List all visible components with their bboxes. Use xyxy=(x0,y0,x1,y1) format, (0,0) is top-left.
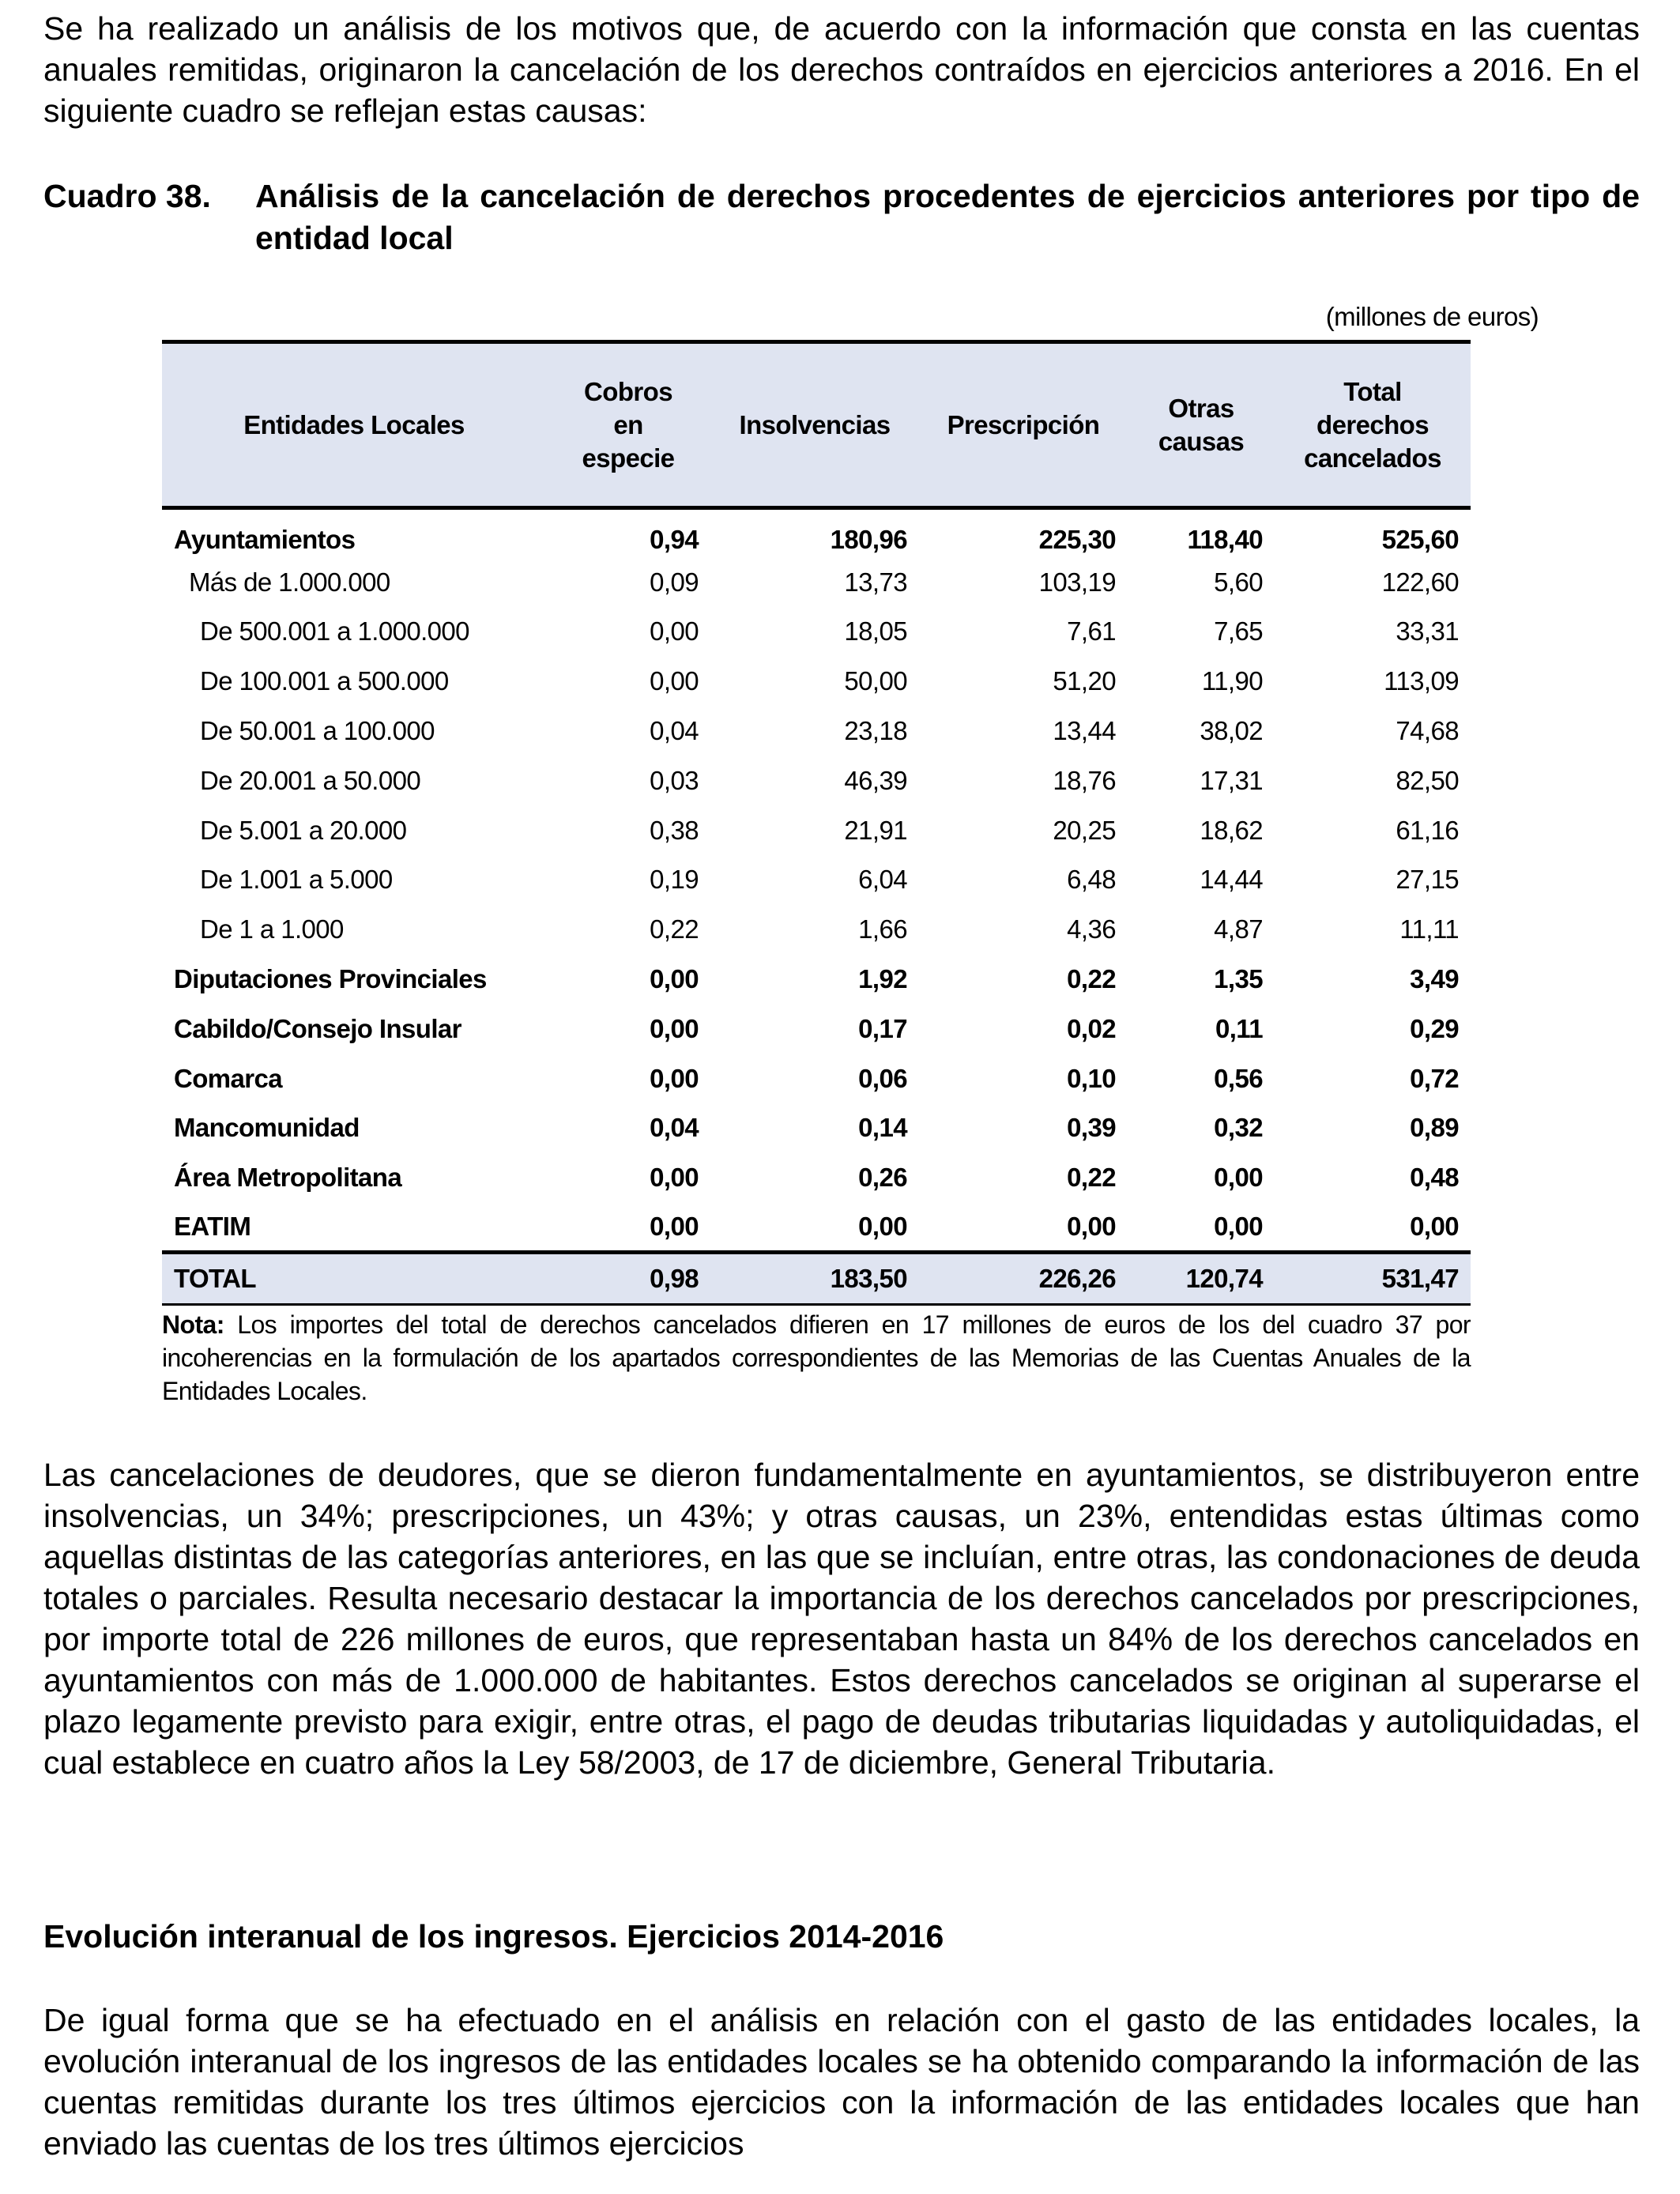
cell-total: 0,29 xyxy=(1410,1013,1459,1043)
row-label: De 500.001 a 1.000.000 xyxy=(200,616,469,647)
row-label: Mancomunidad xyxy=(174,1113,360,1143)
cell-cobros: 0,04 xyxy=(650,716,699,746)
caption-title: Análisis de la cancelación de derechos procedentes de ejercicios anteriores por tipo de entidad local xyxy=(255,178,1640,256)
table-row xyxy=(162,707,1471,756)
row-label: De 1 a 1.000 xyxy=(200,914,344,944)
cell-prescripcion: 7,61 xyxy=(1067,616,1116,647)
cell-total: 0,00 xyxy=(1410,1211,1459,1241)
cell-insolvencias: 13,73 xyxy=(844,567,907,597)
row-label: Área Metropolitana xyxy=(174,1163,402,1193)
cell-insolvencias: 0,17 xyxy=(858,1013,907,1043)
cell-insolvencias: 1,92 xyxy=(858,964,907,994)
cell-otras: 4,87 xyxy=(1214,914,1263,944)
cell-cobros: 0,03 xyxy=(650,765,699,795)
cell-insolvencias: 21,91 xyxy=(844,815,907,845)
table-row xyxy=(162,1153,1471,1203)
cell-cobros: 0,22 xyxy=(650,914,699,944)
table-body xyxy=(162,508,1471,1305)
cell-insolvencias: 6,04 xyxy=(858,865,907,895)
total-cell-otras: 120,74 xyxy=(1128,1252,1275,1304)
cell-cobros: 0,04 xyxy=(650,1113,699,1143)
cell-cobros: 0,94 xyxy=(650,525,699,555)
total-cell-total: 531,47 xyxy=(1275,1252,1471,1304)
cell-prescripcion: 0,39 xyxy=(1067,1113,1116,1143)
cell-cobros: 0,09 xyxy=(650,567,699,597)
table-header xyxy=(162,342,1471,508)
cell-insolvencias: 0,06 xyxy=(858,1063,907,1093)
row-label: De 1.001 a 5.000 xyxy=(200,865,393,895)
cell-total: 3,49 xyxy=(1410,964,1459,994)
cell-insolvencias: 23,18 xyxy=(844,716,907,746)
table-row xyxy=(162,557,1471,607)
cell-total: 525,60 xyxy=(1381,525,1459,555)
cell-prescripcion: 0,22 xyxy=(1067,964,1116,994)
cell-otras: 0,32 xyxy=(1214,1113,1263,1143)
cell-total: 122,60 xyxy=(1381,567,1459,597)
row-label: De 100.001 a 500.000 xyxy=(200,666,449,696)
cell-cobros: 0,38 xyxy=(650,815,699,845)
table-row xyxy=(162,1203,1471,1253)
cell-prescripcion: 13,44 xyxy=(1053,716,1116,746)
row-label: Más de 1.000.000 xyxy=(189,567,390,597)
table-row xyxy=(162,1054,1471,1103)
note-text: Los importes del total de derechos cancelados difieren en 17 millones de euros de los del cuadro 37 por incoherencias en la formulación de los apartados correspondientes de las Memorias de las Cuentas Anuales de la Entidades Locales. xyxy=(162,1310,1471,1405)
cell-total: 113,09 xyxy=(1384,666,1459,696)
cell-prescripcion: 18,76 xyxy=(1053,765,1116,795)
cell-insolvencias: 0,14 xyxy=(858,1113,907,1143)
data-table-container xyxy=(162,340,1471,1306)
cell-otras: 0,56 xyxy=(1214,1063,1263,1093)
row-label: Ayuntamientos xyxy=(174,525,356,555)
cell-prescripcion: 0,02 xyxy=(1067,1013,1116,1043)
cell-otras: 118,40 xyxy=(1187,525,1263,555)
table-row xyxy=(162,905,1471,955)
cell-total: 0,72 xyxy=(1410,1063,1459,1093)
cell-otras: 5,60 xyxy=(1214,567,1263,597)
table-row xyxy=(162,657,1471,707)
cell-total: 33,31 xyxy=(1396,616,1459,647)
table-row xyxy=(162,805,1471,855)
total-label: TOTAL xyxy=(162,1252,546,1304)
cell-otras: 11,90 xyxy=(1201,666,1263,696)
cell-otras: 18,62 xyxy=(1200,815,1263,845)
total-row xyxy=(162,1252,1471,1304)
cell-prescripcion: 225,30 xyxy=(1038,525,1116,555)
cell-insolvencias: 0,00 xyxy=(858,1211,907,1241)
cell-insolvencias: 1,66 xyxy=(858,914,907,944)
header-otras: Otras causas xyxy=(1128,342,1275,508)
table-row xyxy=(162,1103,1471,1153)
evolution-paragraph: De igual forma que se ha efectuado en el análisis en relación con el gasto de las entidades locales, la evolución interanual de los ingresos de las entidades locales se ha obtenido comparando la información de las cuentas remitidas durante los tres últimos ejercicios con la información de las entidades locales que han enviado las cuentas de los tres últimos ejercicios xyxy=(43,2002,1640,2162)
cell-cobros: 0,00 xyxy=(650,666,699,696)
cell-total: 11,11 xyxy=(1399,914,1459,944)
cell-otras: 17,31 xyxy=(1200,765,1263,795)
cell-total: 82,50 xyxy=(1396,765,1459,795)
cell-cobros: 0,00 xyxy=(650,1163,699,1193)
cell-cobros: 0,00 xyxy=(650,964,699,994)
cell-insolvencias: 46,39 xyxy=(844,765,907,795)
header-prescripcion: Prescripción xyxy=(919,342,1128,508)
section-heading: Evolución interanual de los ingresos. Ejercicios 2014-2016 xyxy=(43,1918,944,1955)
cell-total: 61,16 xyxy=(1396,815,1459,845)
row-label: Diputaciones Provinciales xyxy=(174,964,487,994)
cell-prescripcion: 0,22 xyxy=(1067,1163,1116,1193)
cell-cobros: 0,00 xyxy=(650,616,699,647)
row-label: Comarca xyxy=(174,1063,283,1093)
total-cell-cobros: 0,98 xyxy=(546,1252,710,1304)
row-label: De 50.001 a 100.000 xyxy=(200,716,435,746)
cell-cobros: 0,00 xyxy=(650,1063,699,1093)
table-note xyxy=(162,1308,1471,1408)
header-insolvencias: Insolvencias xyxy=(710,342,919,508)
table-row xyxy=(162,607,1471,657)
cell-prescripcion: 6,48 xyxy=(1067,865,1116,895)
cell-otras: 0,00 xyxy=(1214,1163,1263,1193)
total-cell-prescripcion: 226,26 xyxy=(919,1252,1128,1304)
table-row xyxy=(162,508,1471,558)
cell-insolvencias: 180,96 xyxy=(830,525,907,555)
cell-otras: 38,02 xyxy=(1200,716,1263,746)
row-label: Cabildo/Consejo Insular xyxy=(174,1013,461,1043)
cell-cobros: 0,00 xyxy=(650,1211,699,1241)
header-entity: Entidades Locales xyxy=(162,342,546,508)
cell-otras: 14,44 xyxy=(1200,865,1263,895)
cell-insolvencias: 0,26 xyxy=(858,1163,907,1193)
cell-insolvencias: 18,05 xyxy=(844,616,907,647)
cancellation-table xyxy=(162,340,1471,1306)
cell-otras: 0,11 xyxy=(1215,1013,1263,1043)
analysis-paragraph: Las cancelaciones de deudores, que se dieron fundamentalmente en ayuntamientos, se distribuyeron entre insolvencias, un 34%; prescripciones, un 43%; y otras causas, un 23%, entendidas estas últimas como aquellas distintas de las categorías anteriores, en las que se incluían, entre otras, las condonaciones de deuda totales o parciales. Resulta necesario destacar la importancia de los derechos cancelados por prescripciones, por importe total de 226 millones de euros, que representaban hasta un 84% de los derechos cancelados en ayuntamientos con más de 1.000.000 de habitantes. Estos derechos cancelados se originan al superarse el plazo legamente previsto para exigir, entre otras, el pago de deudas tributarias liquidadas y autoliquidadas, el cual establece en cuatro años la Ley 58/2003, de 17 de diciembre, General Tributaria. xyxy=(43,1457,1640,1781)
row-label: EATIM xyxy=(174,1211,251,1241)
cell-cobros: 0,19 xyxy=(650,865,699,895)
table-row xyxy=(162,1004,1471,1054)
header-cobros: Cobros en especie xyxy=(546,342,710,508)
total-cell-insolvencias: 183,50 xyxy=(710,1252,919,1304)
cell-total: 0,89 xyxy=(1410,1113,1459,1143)
cell-total: 0,48 xyxy=(1410,1163,1459,1193)
header-total: Total derechos cancelados xyxy=(1275,342,1471,508)
cell-prescripcion: 103,19 xyxy=(1038,567,1116,597)
table-caption xyxy=(43,175,1640,259)
cell-cobros: 0,00 xyxy=(650,1013,699,1043)
cell-prescripcion: 51,20 xyxy=(1053,666,1116,696)
cell-otras: 7,65 xyxy=(1214,616,1263,647)
table-row xyxy=(162,756,1471,805)
cell-otras: 1,35 xyxy=(1214,964,1263,994)
row-label: De 5.001 a 20.000 xyxy=(200,815,407,845)
caption-number: Cuadro 38. xyxy=(43,178,211,214)
cell-prescripcion: 0,00 xyxy=(1067,1211,1116,1241)
note-label: Nota: xyxy=(162,1310,224,1339)
cell-total: 74,68 xyxy=(1396,716,1459,746)
cell-prescripcion: 0,10 xyxy=(1067,1063,1116,1093)
row-label: De 20.001 a 50.000 xyxy=(200,765,421,795)
cell-prescripcion: 4,36 xyxy=(1067,914,1116,944)
table-row xyxy=(162,955,1471,1005)
intro-paragraph: Se ha realizado un análisis de los motivos que, de acuerdo con la información que consta en las cuentas anuales remitidas, originaron la cancelación de los derechos contraídos en ejercicios anteriores a 2016. En el siguiente cuadro se reflejan estas causas: xyxy=(43,10,1640,129)
cell-total: 27,15 xyxy=(1396,865,1459,895)
table-unit-note: (millones de euros) xyxy=(1325,302,1539,331)
cell-prescripcion: 20,25 xyxy=(1053,815,1116,845)
table-row xyxy=(162,855,1471,905)
cell-otras: 0,00 xyxy=(1214,1211,1263,1241)
cell-insolvencias: 50,00 xyxy=(844,666,907,696)
